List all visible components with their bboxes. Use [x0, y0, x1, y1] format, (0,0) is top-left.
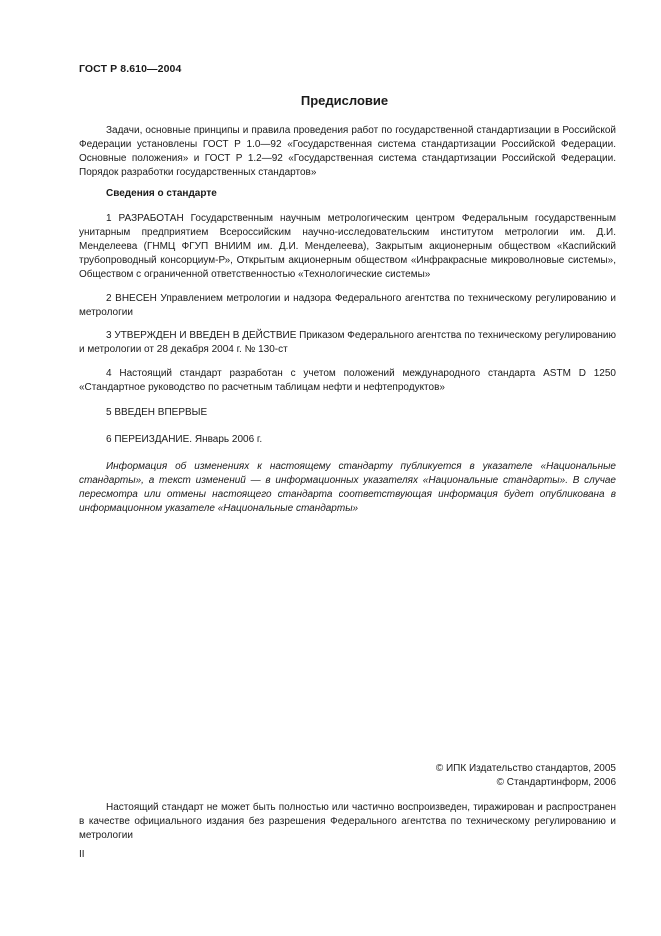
list-item: 4 Настоящий стандарт разработан с учетом положений международного стандарта ASTM D 1250 «Стандартное руководство по расчетным таблицам нефти и нефтепродуктов» — [79, 368, 616, 393]
info-note: Информация об изменениях к настоящему стандарту публикуется в указателе «Национальные стандарты», а текст изменений — в информационных указателях «Национальные стандарты». В случае пересмотра или отмены настоящего стандарта соответствующая информация будет опубликована в информационном указателе «Национальные стандарты» — [79, 461, 616, 514]
copyright-line: © ИПК Издательство стандартов, 2005 — [435, 763, 616, 774]
document-code: ГОСТ Р 8.610—2004 — [79, 63, 182, 75]
section-heading: Сведения о стандарте — [106, 188, 217, 199]
list-item: 2 ВНЕСЕН Управлением метрологии и надзора Федерального агентства по техническому регулированию и метрологии — [79, 293, 616, 318]
list-item: 5 ВВЕДЕН ВПЕРВЫЕ — [106, 407, 208, 418]
list-item: 6 ПЕРЕИЗДАНИЕ. Январь 2006 г. — [106, 434, 263, 445]
list-item: 1 РАЗРАБОТАН Государственным научным метрологическим центром Федеральным государственным унитарным предприятием Всероссийским научно-исследовательским институтом метрологии им. Д.И. Менделеева (ГНМЦ ФГУП ВНИИМ им. Д.И. Менделеева), Закрытым акционерным обществом «Каспийский трубопроводный консорциум-Р», Открытым акционерным обществом «Инфракрасные микроволновые системы», Обществом с ограниченной ответственностью «Технологические системы» — [79, 213, 616, 280]
intro-paragraph: Задачи, основные принципы и правила проведения работ по государственной стандартизации в Российской Федерации установлены ГОСТ Р 1.0—92 «Государственная система стандартизации Российской Федерации. Основные положения» и ГОСТ Р 1.2—92 «Государственная система стандартизации Российской Федерации. Порядок разработки государственных стандартов» — [79, 125, 616, 178]
footer-notice: Настоящий стандарт не может быть полностью или частично воспроизведен, тиражирован и распространен в качестве официального издания без разрешения Федерального агентства по техническому регулированию и метрологии — [79, 802, 616, 841]
page-title: Предисловие — [300, 93, 389, 108]
page-number: II — [79, 849, 85, 860]
list-item: 3 УТВЕРЖДЕН И ВВЕДЕН В ДЕЙСТВИЕ Приказом Федерального агентства по техническому регулированию и метрологии от 28 декабря 2004 г. № 130-ст — [79, 330, 616, 355]
copyright-line: © Стандартинформ, 2006 — [496, 777, 616, 788]
